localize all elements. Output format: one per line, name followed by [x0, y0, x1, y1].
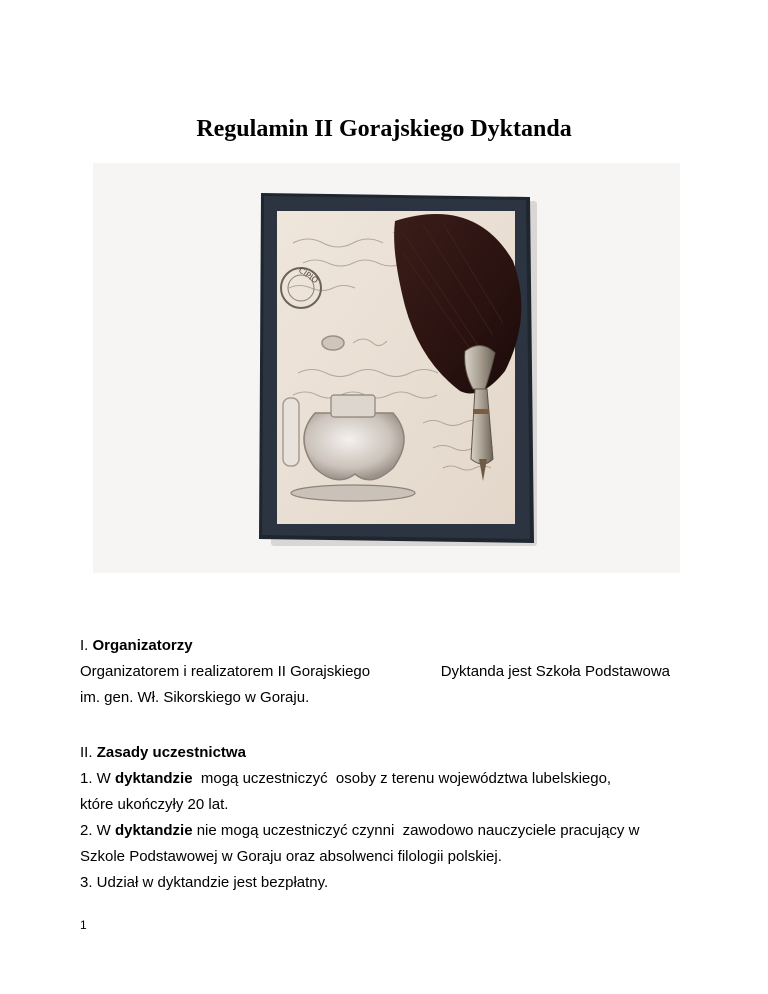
rule-1-line-1: [80, 770, 611, 787]
rule-3: 3. Udział w dyktandzie jest bezpłatny.: [80, 874, 329, 891]
section-rules-heading: [80, 744, 246, 761]
rule-2-line-2: Szkole Podstawowej w Goraju oraz absolwenci filologii polskiej.: [80, 848, 502, 865]
organizers-text-part-1: Organizatorem i realizatorem II Gorajskiego: [80, 663, 371, 680]
organizers-line-2: im. gen. Wł. Sikorskiego w Goraju.: [80, 689, 310, 706]
quill-inkwell-photo: [93, 163, 680, 573]
rule-2-line-1: [80, 822, 639, 839]
rule-bold-word: dyktandzie: [115, 770, 193, 787]
rule-1-line-2: które ukończyły 20 lat.: [80, 796, 229, 813]
organizers-text-part-2: Dyktanda jest Szkoła Podstawowa: [440, 663, 670, 680]
quill-inkwell-photo-icon: [93, 163, 680, 573]
section-heading-text: Organizatorzy: [92, 637, 193, 654]
rule-prefix: 1. W: [80, 770, 116, 787]
document-title: Regulamin II Gorajskiego Dyktanda: [196, 116, 572, 142]
rule-rest: nie mogą uczestniczyć czynni zawodowo nauczyciele pracujący w: [192, 822, 640, 839]
rule-rest: mogą uczestniczyć osoby z terenu województwa lubelskiego,: [192, 770, 612, 787]
organizers-line-1: [80, 663, 670, 680]
rule-bold-word: dyktandzie: [115, 822, 193, 839]
svg-text:CIPIO: CIPIO: [296, 265, 320, 286]
section-numeral: I.: [80, 637, 89, 654]
page-number: 1: [80, 918, 87, 932]
rule-prefix: 2. W: [80, 822, 116, 839]
section-organizers-heading: [80, 637, 193, 654]
section-heading-text: Zasady uczestnictwa: [96, 744, 246, 761]
section-numeral: II.: [80, 744, 93, 761]
